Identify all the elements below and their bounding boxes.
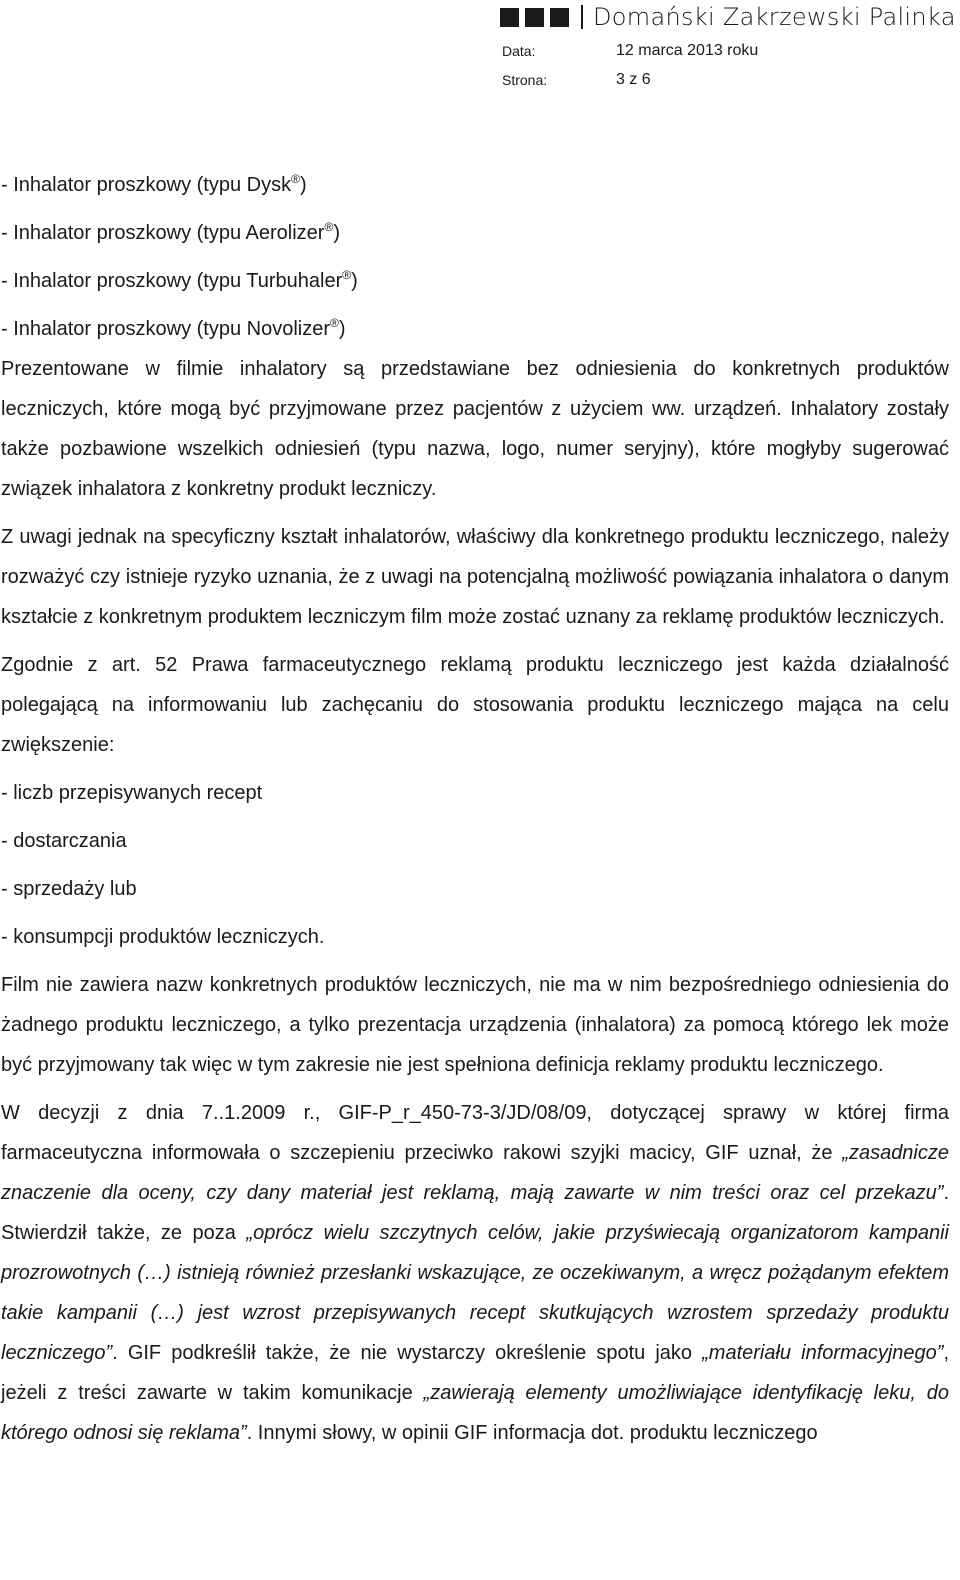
paragraph-inhaler-shape: Z uwagi jednak na specyficzny kształt inhalatorów, właściwy dla konkretnego produktu leczniczego, należy rozważyć czy istnieje ryzyko uznania, że z uwagi na potencjalną możliwość powiązania inhalatora o danym kształcie z konkretnym produktem leczniczym film może zostać uznany za reklamę produktów leczniczych. xyxy=(1,526,949,628)
paragraph-film-assessment: Film nie zawiera nazw konkretnych produktów leczniczych, nie ma w nim bezpośredniego odniesienia do żadnego produktu leczniczego, a tylko prezentacja urządzenia (inhalatora) za pomocą którego lek może być przyjmowany tak więc w tym zakresie nie jest spełniona definicja reklamy produktu leczniczego. xyxy=(1,974,949,1076)
quote-text: „zawierają elementy umożliwiające identyfikację leku, do którego odnosi się reklama” xyxy=(1,1382,949,1444)
registered-mark: ® xyxy=(330,316,339,330)
list-item: - sprzedaży lub xyxy=(1,878,137,900)
page-header xyxy=(0,0,960,100)
quote-text: „oprócz wielu szczytnych celów, jakie przyświecają organizatorom kampanii prozrowotnych (…) istnieją również przesłanki wskazujące, ze oczekiwanym, a wręcz pożądanym efektem takie kampanii (…) jest wzrost przepisywanych recept skutkujących wzrostem sprzedaży produktu leczniczego” xyxy=(1,1222,950,1364)
logo-square-icon xyxy=(500,8,519,27)
logo-square-icon xyxy=(525,8,544,27)
firm-name: Domański Zakrzewski Palinka xyxy=(593,3,956,31)
inhaler-item: - Inhalator proszkowy (typu Novolizer®) xyxy=(1,316,346,340)
list-item: - dostarczania xyxy=(1,830,127,852)
firm-logo xyxy=(500,4,956,30)
list-item: - konsumpcji produktów leczniczych. xyxy=(1,926,325,948)
paragraph-gif-decision: W decyzji z dnia 7..1.2009 r., GIF-P_r_450-73-3/JD/08/09, dotyczącej sprawy w której firma farmaceutyczna informowała o szczepieniu przeciwko rakowi szyjki macicy, GIF uznał, że „zasadnicze znaczenie dla oceny, czy dany materiał jest reklamą, mają zawarte w nim treści oraz cel przekazu”. Stwierdził także, ze poza „oprócz wielu szczytnych celów, jakie przyświecają organizatorom kampanii prozrowotnych (…) istnieją również przesłanki wskazujące, ze oczekiwanym, a wręcz pożądanym efektem takie kampanii (…) jest wzrost przepisywanych recept skutkujących wzrostem sprzedaży produktu leczniczego”. GIF podkreślił także, że nie wystarczy określenie spotu jako „materiału informacyjnego”, jeżeli z treści zawarte w takim komunikacje „zawierają elementy umożliwiające identyfikację leku, do którego odnosi się reklama”. Innymi słowy, w opinii GIF informacja dot. produktu leczniczego xyxy=(1,1102,950,1444)
document-body xyxy=(1,165,949,1453)
quote-text: „materiału informacyjnego” xyxy=(702,1342,944,1364)
page-label: Strona: xyxy=(502,72,548,88)
quote-text: „zasadnicze znaczenie dla oceny, czy dany materiał jest reklamą, mają zawarte w nim treści oraz cel przekazu” xyxy=(1,1142,949,1204)
logo-square-icon xyxy=(550,8,569,27)
registered-mark: ® xyxy=(342,268,352,282)
paragraph-inhalers-presentation: Prezentowane w filmie inhalatory są przedstawiane bez odniesienia do konkretnych produktów leczniczych, które mogą być przyjmowane przez pacjentów z użyciem ww. urządzeń. Inhalatory zostały także pozbawione wszelkich odniesień (typu nazwa, logo, numer seryjny), które mogłyby sugerować związek inhalatora z konkretny produkt leczniczy. xyxy=(1,358,949,500)
registered-mark: ® xyxy=(324,220,334,234)
date-value: 12 marca 2013 roku xyxy=(616,42,759,59)
inhaler-item: - Inhalator proszkowy (typu Dysk®) xyxy=(1,172,307,196)
paragraph-advertising-definition: Zgodnie z art. 52 Prawa farmaceutycznego reklamą produktu leczniczego jest każda działalność polegającą na informowaniu lub zachęcaniu do stosowania produktu leczniczego mająca na celu zwiększenie: xyxy=(1,654,949,756)
inhaler-item: - Inhalator proszkowy (typu Aerolizer®) xyxy=(1,220,340,244)
inhaler-item: - Inhalator proszkowy (typu Turbuhaler®) xyxy=(1,268,358,292)
page-value: 3 z 6 xyxy=(616,71,651,88)
registered-mark: ® xyxy=(291,172,300,186)
date-label: Data: xyxy=(502,43,536,59)
logo-divider xyxy=(581,5,583,29)
list-item: - liczb przepisywanych recept xyxy=(1,782,263,804)
